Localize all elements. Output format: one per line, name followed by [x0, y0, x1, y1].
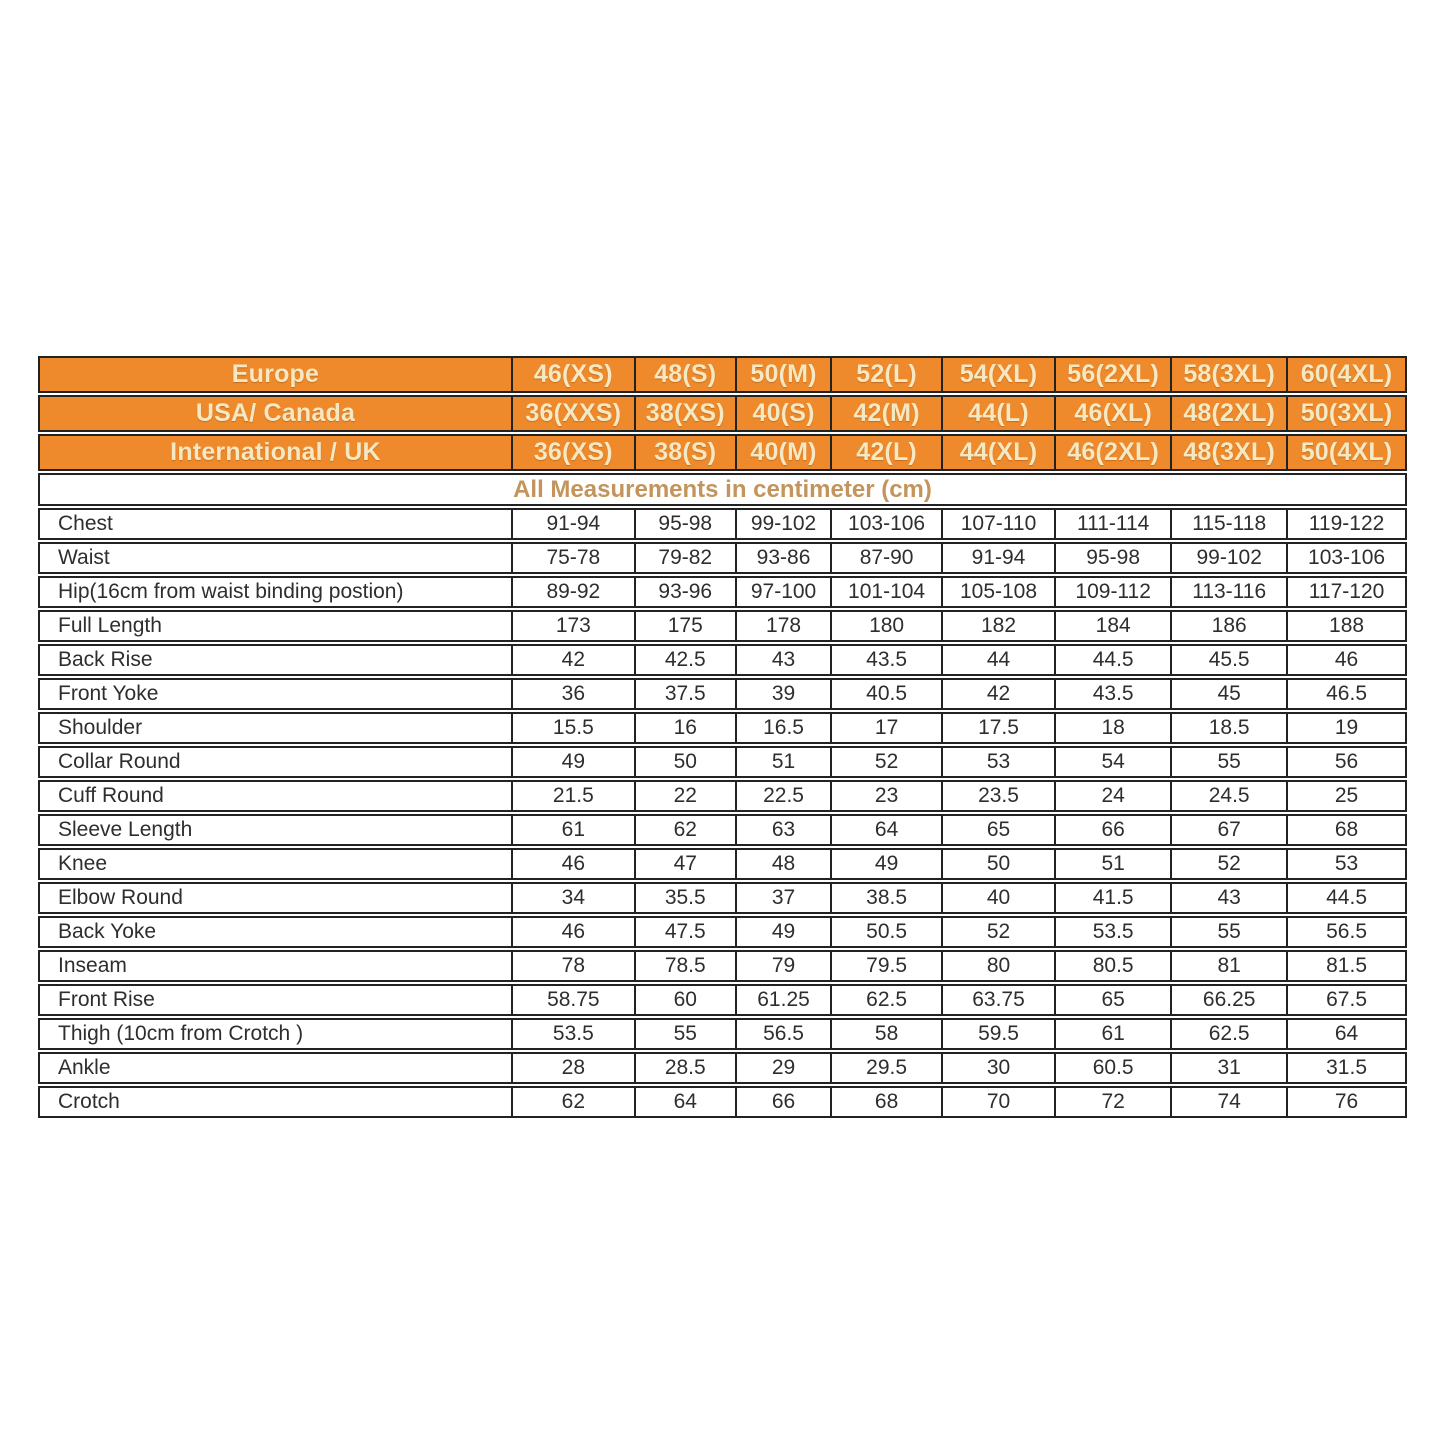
measurement-value: 59.5 [941, 1020, 1054, 1048]
measurement-value: 29.5 [830, 1054, 941, 1082]
measurement-row [38, 508, 1407, 540]
measurement-value: 43.5 [830, 646, 941, 674]
measurement-value: 38.5 [830, 884, 941, 912]
measurement-value: 47 [634, 850, 735, 878]
measurement-value: 66 [1054, 816, 1170, 844]
measurement-value: 53 [1286, 850, 1405, 878]
size-cell: 50(3XL) [1286, 397, 1405, 430]
measurement-label: Elbow Round [58, 886, 183, 909]
measurement-value: 19 [1286, 714, 1405, 742]
measurement-value: 36 [511, 680, 634, 708]
measurement-value: 65 [1054, 986, 1170, 1014]
size-cell: 38(XS) [634, 397, 735, 430]
measurement-value: 43 [1170, 884, 1286, 912]
measurement-value: 23.5 [941, 782, 1054, 810]
measurement-row [38, 780, 1407, 812]
measurement-row [38, 882, 1407, 914]
measurement-value: 60 [634, 986, 735, 1014]
measurement-value: 61.25 [735, 986, 831, 1014]
measurement-value: 46.5 [1286, 680, 1405, 708]
measurement-row [38, 950, 1407, 982]
measurement-value: 95-98 [1054, 544, 1170, 572]
measurement-value: 18.5 [1170, 714, 1286, 742]
measurement-value: 65 [941, 816, 1054, 844]
measurement-row [38, 1086, 1407, 1118]
measurement-value: 70 [941, 1088, 1054, 1116]
measurement-value: 61 [511, 816, 634, 844]
measurement-row [38, 1052, 1407, 1084]
measurement-label: Inseam [58, 954, 127, 977]
measurement-value: 43.5 [1054, 680, 1170, 708]
measurement-label: Knee [58, 852, 108, 875]
measurement-label: Crotch [58, 1090, 120, 1113]
measurement-value: 40 [941, 884, 1054, 912]
measurement-value: 66.25 [1170, 986, 1286, 1014]
measurement-value: 23 [830, 782, 941, 810]
measurement-value: 66 [735, 1088, 831, 1116]
measurement-value: 37.5 [634, 680, 735, 708]
measurement-value: 79-82 [634, 544, 735, 572]
measurement-value: 178 [735, 612, 831, 640]
measurement-value: 34 [511, 884, 634, 912]
measurement-value: 18 [1054, 714, 1170, 742]
measurement-value: 61 [1054, 1020, 1170, 1048]
size-cell: 46(2XL) [1054, 436, 1170, 469]
measurement-value: 16 [634, 714, 735, 742]
measurement-row [38, 814, 1407, 846]
size-cell: 50(4XL) [1286, 436, 1405, 469]
measurement-value: 50 [634, 748, 735, 776]
measurement-value: 58 [830, 1020, 941, 1048]
measurement-value: 52 [830, 748, 941, 776]
measurement-row [38, 984, 1407, 1016]
size-cell: 44(L) [941, 397, 1054, 430]
size-header-row-1 [38, 356, 1407, 393]
measurement-value: 15.5 [511, 714, 634, 742]
measurement-value: 78.5 [634, 952, 735, 980]
measurement-row [38, 678, 1407, 710]
size-cell: 60(4XL) [1286, 358, 1405, 391]
measurement-value: 79 [735, 952, 831, 980]
size-cell: 44(XL) [941, 436, 1054, 469]
measurement-value: 72 [1054, 1088, 1170, 1116]
size-cell: 56(2XL) [1054, 358, 1170, 391]
measurement-value: 53.5 [511, 1020, 634, 1048]
measurement-value: 67 [1170, 816, 1286, 844]
measurement-value: 52 [941, 918, 1054, 946]
measurement-value: 49 [830, 850, 941, 878]
measurement-value: 55 [634, 1020, 735, 1048]
measurement-value: 46 [511, 918, 634, 946]
measurement-value: 75-78 [511, 544, 634, 572]
measurement-value: 81 [1170, 952, 1286, 980]
size-cell: 48(2XL) [1170, 397, 1286, 430]
measurement-value: 91-94 [511, 510, 634, 538]
measurement-value: 46 [1286, 646, 1405, 674]
measurement-value: 76 [1286, 1088, 1405, 1116]
measurement-value: 93-86 [735, 544, 831, 572]
measurement-value: 52 [1170, 850, 1286, 878]
measurement-value: 17.5 [941, 714, 1054, 742]
measurement-value: 53 [941, 748, 1054, 776]
measurement-value: 62 [634, 816, 735, 844]
measurement-value: 58.75 [511, 986, 634, 1014]
measurement-label: Back Rise [58, 648, 153, 671]
measurement-row [38, 542, 1407, 574]
size-system-label: International / UK [170, 438, 381, 466]
size-system-label: Europe [231, 360, 320, 388]
size-cell: 48(3XL) [1170, 436, 1286, 469]
measurement-value: 91-94 [941, 544, 1054, 572]
measurement-value: 67.5 [1286, 986, 1405, 1014]
measurement-value: 42 [511, 646, 634, 674]
measurement-value: 24.5 [1170, 782, 1286, 810]
measurement-label: Shoulder [58, 716, 143, 739]
measurement-value: 54 [1054, 748, 1170, 776]
measurement-value: 39 [735, 680, 831, 708]
measurement-value: 173 [511, 612, 634, 640]
measurement-value: 186 [1170, 612, 1286, 640]
measurement-value: 64 [830, 816, 941, 844]
measurement-value: 42.5 [634, 646, 735, 674]
measurement-value: 50.5 [830, 918, 941, 946]
measurement-row [38, 746, 1407, 778]
measurement-row [38, 576, 1407, 608]
measurement-value: 87-90 [830, 544, 941, 572]
measurement-label: Full Length [58, 614, 162, 637]
size-chart-table [38, 356, 1407, 1120]
measurement-value: 62.5 [1170, 1020, 1286, 1048]
measurement-value: 111-114 [1054, 510, 1170, 538]
measurement-value: 99-102 [735, 510, 831, 538]
measurement-value: 31 [1170, 1054, 1286, 1082]
size-cell: 36(XXS) [511, 397, 634, 430]
measurement-value: 51 [735, 748, 831, 776]
measurement-value: 63 [735, 816, 831, 844]
measurement-value: 184 [1054, 612, 1170, 640]
size-cell: 42(L) [830, 436, 941, 469]
measurement-value: 40.5 [830, 680, 941, 708]
units-note-row [38, 473, 1407, 506]
measurement-value: 31.5 [1286, 1054, 1405, 1082]
size-header-row-2 [38, 395, 1407, 432]
measurement-label: Sleeve Length [58, 818, 193, 841]
measurement-value: 16.5 [735, 714, 831, 742]
measurement-value: 182 [941, 612, 1054, 640]
measurement-value: 43 [735, 646, 831, 674]
size-header-row-3 [38, 434, 1407, 471]
measurement-value: 113-116 [1170, 578, 1286, 606]
measurement-value: 25 [1286, 782, 1405, 810]
measurement-value: 49 [735, 918, 831, 946]
measurement-value: 44.5 [1054, 646, 1170, 674]
measurement-value: 41.5 [1054, 884, 1170, 912]
measurement-value: 56.5 [1286, 918, 1405, 946]
measurement-label: Cuff Round [58, 784, 164, 807]
measurement-value: 44 [941, 646, 1054, 674]
measurement-value: 175 [634, 612, 735, 640]
measurement-value: 56.5 [735, 1020, 831, 1048]
measurement-value: 103-106 [830, 510, 941, 538]
measurement-value: 55 [1170, 748, 1286, 776]
measurement-value: 68 [830, 1088, 941, 1116]
measurement-row [38, 712, 1407, 744]
measurement-value: 42 [941, 680, 1054, 708]
measurement-value: 117-120 [1286, 578, 1405, 606]
measurement-row [38, 610, 1407, 642]
size-cell: 40(M) [735, 436, 831, 469]
measurement-value: 21.5 [511, 782, 634, 810]
measurement-value: 47.5 [634, 918, 735, 946]
measurement-value: 188 [1286, 612, 1405, 640]
measurement-value: 101-104 [830, 578, 941, 606]
measurement-value: 81.5 [1286, 952, 1405, 980]
measurement-label: Thigh (10cm from Crotch ) [58, 1022, 304, 1045]
measurement-label: Hip(16cm from waist binding postion) [58, 580, 404, 603]
measurement-value: 93-96 [634, 578, 735, 606]
units-note: All Measurements in centimeter (cm) [513, 475, 932, 503]
measurement-value: 68 [1286, 816, 1405, 844]
size-cell: 42(M) [830, 397, 941, 430]
measurement-value: 45.5 [1170, 646, 1286, 674]
measurement-row [38, 848, 1407, 880]
measurement-value: 35.5 [634, 884, 735, 912]
measurement-value: 78 [511, 952, 634, 980]
measurement-value: 99-102 [1170, 544, 1286, 572]
measurement-value: 49 [511, 748, 634, 776]
size-cell: 40(S) [735, 397, 831, 430]
measurement-value: 28 [511, 1054, 634, 1082]
measurement-row [38, 644, 1407, 676]
measurement-value: 44.5 [1286, 884, 1405, 912]
measurement-value: 95-98 [634, 510, 735, 538]
measurement-value: 119-122 [1286, 510, 1405, 538]
measurement-value: 37 [735, 884, 831, 912]
measurement-value: 79.5 [830, 952, 941, 980]
measurement-value: 46 [511, 850, 634, 878]
measurement-value: 22 [634, 782, 735, 810]
measurement-value: 24 [1054, 782, 1170, 810]
measurement-value: 80.5 [1054, 952, 1170, 980]
measurement-label: Chest [58, 512, 113, 535]
measurement-value: 62 [511, 1088, 634, 1116]
measurement-value: 109-112 [1054, 578, 1170, 606]
measurement-value: 17 [830, 714, 941, 742]
measurement-value: 55 [1170, 918, 1286, 946]
size-system-label: USA/ Canada [195, 399, 356, 427]
measurement-value: 64 [634, 1088, 735, 1116]
measurement-label: Front Rise [58, 988, 155, 1011]
measurement-value: 28.5 [634, 1054, 735, 1082]
measurement-value: 60.5 [1054, 1054, 1170, 1082]
measurement-row [38, 916, 1407, 948]
measurement-row [38, 1018, 1407, 1050]
measurement-value: 107-110 [941, 510, 1054, 538]
size-cell: 38(S) [634, 436, 735, 469]
measurement-value: 53.5 [1054, 918, 1170, 946]
measurement-label: Waist [58, 546, 110, 569]
measurement-value: 180 [830, 612, 941, 640]
measurement-value: 89-92 [511, 578, 634, 606]
size-cell: 48(S) [634, 358, 735, 391]
measurement-value: 62.5 [830, 986, 941, 1014]
measurement-label: Collar Round [58, 750, 181, 773]
measurement-label: Ankle [58, 1056, 111, 1079]
measurement-value: 51 [1054, 850, 1170, 878]
measurement-value: 97-100 [735, 578, 831, 606]
measurement-value: 50 [941, 850, 1054, 878]
measurement-value: 45 [1170, 680, 1286, 708]
measurement-value: 63.75 [941, 986, 1054, 1014]
measurement-label: Front Yoke [58, 682, 159, 705]
measurement-value: 74 [1170, 1088, 1286, 1116]
measurement-value: 29 [735, 1054, 831, 1082]
size-cell: 52(L) [830, 358, 941, 391]
size-cell: 58(3XL) [1170, 358, 1286, 391]
measurement-value: 30 [941, 1054, 1054, 1082]
measurement-value: 48 [735, 850, 831, 878]
measurement-value: 115-118 [1170, 510, 1286, 538]
size-cell: 50(M) [735, 358, 831, 391]
measurement-value: 103-106 [1286, 544, 1405, 572]
size-cell: 54(XL) [941, 358, 1054, 391]
size-cell: 46(XS) [511, 358, 634, 391]
size-cell: 36(XS) [511, 436, 634, 469]
measurement-value: 64 [1286, 1020, 1405, 1048]
measurement-value: 105-108 [941, 578, 1054, 606]
size-cell: 46(XL) [1054, 397, 1170, 430]
measurement-value: 80 [941, 952, 1054, 980]
measurement-label: Back Yoke [58, 920, 157, 943]
measurement-value: 56 [1286, 748, 1405, 776]
measurement-value: 22.5 [735, 782, 831, 810]
